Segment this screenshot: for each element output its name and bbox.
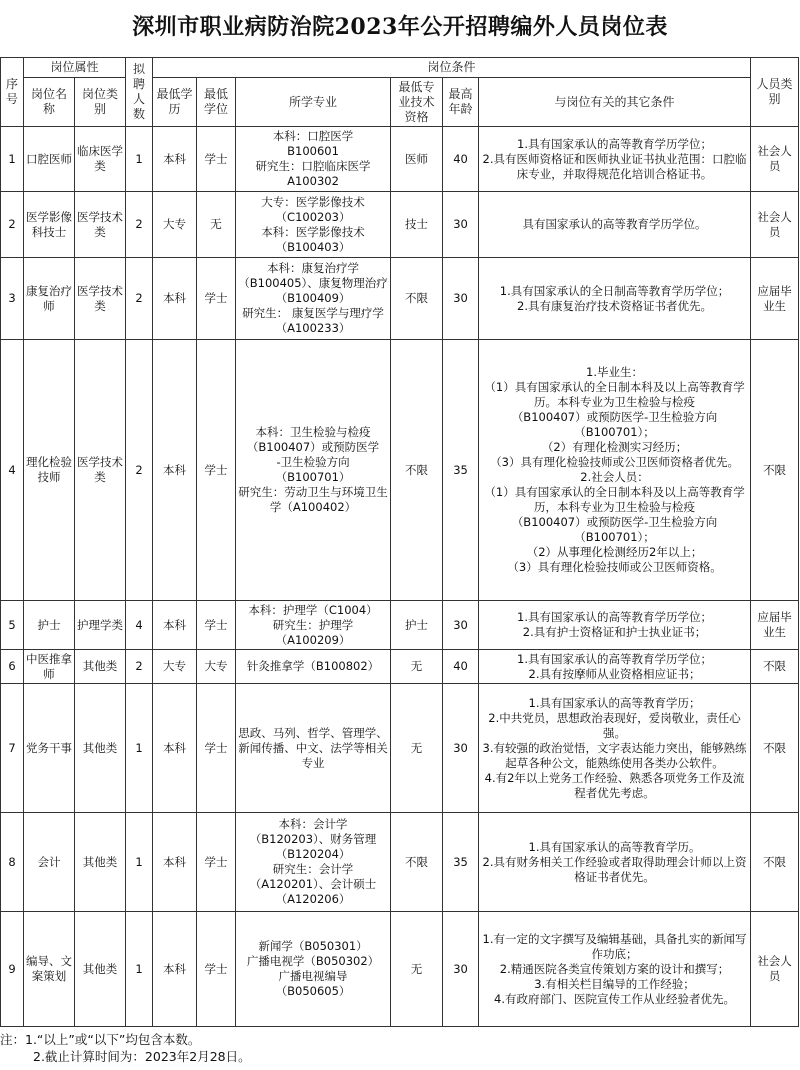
- condition-line: 4.有政府部门、医院宣传工作从业经验者优先。: [494, 991, 736, 1006]
- condition-line: 3.有较强的政治觉悟，文字表达能力突出，能够熟练起草各种公文，能熟练使用各类办公软件。: [482, 740, 747, 770]
- major-line: （A100209）: [275, 632, 351, 647]
- cell-post-name: 康复治疗师: [24, 258, 75, 340]
- cell-post-name: 护士: [24, 601, 75, 650]
- cell-min-qual: 医师: [391, 127, 443, 192]
- major-line: 研究生： 康复医学与理疗学（A100233）: [242, 306, 384, 335]
- condition-line: （1）具有国家承认的全日制本科及以上高等教育学历，本科专业为卫生检验与检疫: [484, 485, 745, 514]
- cell-person-type: 应届毕业生: [751, 601, 799, 650]
- condition-line: （B100407）或预防医学-卫生检验方向: [511, 515, 718, 529]
- condition-line: 1.具有国家承认的高等教育学历学位；: [517, 651, 713, 666]
- cell-seq: 9: [1, 912, 24, 1027]
- condition-line: （3）具有理化检验技师或公卫医师资格者优先。: [490, 455, 739, 469]
- table-row: [1, 340, 799, 601]
- header-seq: 序号: [1, 58, 24, 127]
- cell-person-type: 不限: [751, 813, 799, 912]
- cell-planned: 1: [126, 127, 153, 192]
- cell-max-age: 30: [443, 684, 479, 813]
- cell-other-conditions: [479, 601, 751, 650]
- cell-min-qual: 不限: [391, 258, 443, 340]
- major-line: 针灸推拿学（B100802）: [246, 659, 380, 673]
- major-line: （C100203）: [275, 209, 351, 224]
- cell-min-degree: 学士: [197, 601, 236, 650]
- cell-other-conditions: [479, 127, 751, 192]
- major-line: 广播电视编导: [278, 969, 348, 983]
- header-post-cond: 岗位条件: [153, 58, 751, 78]
- page-title: 深圳市职业病防治院2023年公开招聘编外人员岗位表: [132, 14, 668, 40]
- condition-line: 1.具有国家承认的全日制高等教育学历学位；: [499, 283, 730, 298]
- major-line: （B120204）: [275, 847, 351, 861]
- cell-min-degree: 学士: [197, 684, 236, 813]
- condition-line: （B100701）；: [574, 530, 655, 544]
- condition-line: 2.具有按摩师从业资格相应证书；: [528, 666, 701, 681]
- cell-min-qual: 技士: [391, 192, 443, 258]
- cell-major: [236, 813, 391, 912]
- cell-planned: 4: [126, 601, 153, 650]
- condition-line: （3）具有理化检验技师或公卫医师资格。: [507, 560, 722, 574]
- cell-post-name: 理化检验技师: [24, 340, 75, 601]
- cell-other-conditions: [479, 192, 751, 258]
- cell-person-type: 应届毕业生: [751, 258, 799, 340]
- condition-line: 1.具有国家承认的高等教育学历学位；: [517, 136, 713, 151]
- table-row: [1, 912, 799, 1027]
- cell-min-edu: 本科: [153, 912, 197, 1027]
- major-line: （B100407）或预防医学: [246, 440, 380, 454]
- header-post-attr: 岗位属性: [24, 58, 126, 78]
- cell-planned: 2: [126, 258, 153, 340]
- cell-post-type: 其他类: [75, 813, 126, 912]
- cell-post-type: 护理学类: [75, 601, 126, 650]
- condition-line: （2）有理化检测实习经历；: [541, 440, 688, 454]
- condition-line: 2.精通医院各类宣传策划方案的设计和撰写；: [499, 961, 730, 976]
- cell-post-type: 其他类: [75, 650, 126, 684]
- cell-major: [236, 650, 391, 684]
- cell-min-degree: 大专: [197, 650, 236, 684]
- major-line: 本科：卫生检验与检疫: [255, 425, 371, 439]
- condition-line: 2.具有护士资格证和护士执业证书；: [522, 625, 707, 639]
- condition-line: 4.有2年以上党务工作经验、熟悉各项党务工作及流程者优先考虑。: [484, 770, 745, 800]
- cell-seq: 1: [1, 127, 24, 192]
- header-post-name: 岗位名称: [24, 78, 75, 127]
- major-line: （A120206）: [275, 892, 351, 906]
- cell-major: [236, 684, 391, 813]
- cell-post-type: 其他类: [75, 912, 126, 1027]
- major-line: 研究生：会计学: [272, 862, 354, 876]
- major-line: 本科：康复治疗学: [267, 261, 360, 275]
- cell-post-type: 医学技术类: [75, 192, 126, 258]
- cell-planned: 2: [126, 650, 153, 684]
- major-line: 思政、马列、哲学、管理学、新闻传播、中文、法学等相关专业: [238, 725, 388, 770]
- condition-line: 2.具有康复治疗技术资格证书者优先。: [517, 298, 713, 313]
- note-2: 2.截止计算时间为：2023年2月28日。: [33, 1049, 251, 1064]
- cell-min-qual: 无: [391, 684, 443, 813]
- major-line: 本科：会计学: [278, 817, 348, 831]
- condition-line: 1.具有国家承认的高等教育学历。: [528, 839, 701, 854]
- condition-line: 2.社会人员：: [580, 470, 649, 484]
- table-row: [1, 650, 799, 684]
- condition-line: 具有国家承认的高等教育学历学位。: [522, 217, 707, 231]
- cell-major: [236, 912, 391, 1027]
- cell-person-type: 社会人员: [751, 912, 799, 1027]
- cell-seq: 3: [1, 258, 24, 340]
- condition-line: （1）具有国家承认的全日制本科及以上高等教育学历。本科专业为卫生检验与检疫: [484, 380, 745, 409]
- table-row: [1, 813, 799, 912]
- cell-person-type: 不限: [751, 650, 799, 684]
- cell-min-edu: 本科: [153, 684, 197, 813]
- major-line: 本科：医学影像技术: [261, 224, 365, 239]
- header-major: 所学专业: [236, 78, 391, 127]
- table-row: [1, 684, 799, 813]
- major-line: （B100403）: [275, 239, 351, 254]
- cell-other-conditions: [479, 813, 751, 912]
- cell-major: [236, 127, 391, 192]
- condition-line: 1.具有国家承认的高等教育学历；: [528, 695, 701, 710]
- cell-major: [236, 601, 391, 650]
- header-min-edu: 最低学历: [153, 78, 197, 127]
- cell-post-name: 中医推拿师: [24, 650, 75, 684]
- header-max-age: 最高年龄: [443, 78, 479, 127]
- table-row: [1, 601, 799, 650]
- cell-seq: 2: [1, 192, 24, 258]
- cell-post-name: 党务干事: [24, 684, 75, 813]
- cell-min-edu: 大专: [153, 650, 197, 684]
- cell-min-degree: 学士: [197, 258, 236, 340]
- cell-seq: 4: [1, 340, 24, 601]
- footnotes: [0, 1031, 251, 1065]
- table-body: [1, 127, 799, 1027]
- cell-other-conditions: [479, 912, 751, 1027]
- cell-max-age: 35: [443, 340, 479, 601]
- major-line: B100601: [287, 144, 339, 158]
- cell-max-age: 30: [443, 258, 479, 340]
- condition-line: 1.有一定的文字撰写及编辑基础，具备扎实的新闻写作功底；: [482, 931, 747, 961]
- condition-line: 1.毕业生：: [586, 365, 644, 379]
- cell-min-edu: 本科: [153, 813, 197, 912]
- cell-min-edu: 本科: [153, 601, 197, 650]
- major-line: A100302: [287, 174, 339, 188]
- cell-min-edu: 本科: [153, 258, 197, 340]
- major-line: 研究生：护理学: [272, 617, 354, 632]
- cell-min-degree: 学士: [197, 813, 236, 912]
- cell-max-age: 40: [443, 650, 479, 684]
- major-line: 研究生：口腔临床医学: [255, 159, 371, 173]
- cell-planned: 1: [126, 912, 153, 1027]
- condition-line: 3.有相关栏目编导的工作经验；: [534, 976, 695, 991]
- cell-min-qual: 不限: [391, 813, 443, 912]
- cell-person-type: 社会人员: [751, 192, 799, 258]
- cell-min-edu: 大专: [153, 192, 197, 258]
- cell-max-age: 40: [443, 127, 479, 192]
- cell-other-conditions: [479, 340, 751, 601]
- major-line: （B120203）、财务管理: [249, 832, 377, 846]
- cell-min-qual: 无: [391, 650, 443, 684]
- cell-post-name: 医学影像科技士: [24, 192, 75, 258]
- table-row: [1, 258, 799, 340]
- condition-line: 2.中共党员，思想政治表现好，爱岗敬业，责任心强。: [488, 710, 741, 740]
- cell-planned: 2: [126, 192, 153, 258]
- table-row: [1, 192, 799, 258]
- header-other: 与岗位有关的其它条件: [479, 78, 751, 127]
- condition-line: （2）从事理化检测经历2年以上；: [526, 545, 703, 559]
- cell-max-age: 30: [443, 601, 479, 650]
- header-post-type: 岗位类别: [75, 78, 126, 127]
- cell-min-qual: 无: [391, 912, 443, 1027]
- cell-min-degree: 学士: [197, 912, 236, 1027]
- condition-line: （B100407）或预防医学-卫生检验方向: [511, 410, 718, 424]
- major-line: 广播电视学（B050302）: [246, 954, 380, 968]
- condition-line: 2.具有财务相关工作经验或者取得助理会计师以上资格证书者优先。: [482, 854, 747, 884]
- major-line: （B100701）: [275, 470, 351, 484]
- cell-other-conditions: [479, 258, 751, 340]
- header-min-qual: 最低专业技术资格: [391, 78, 443, 127]
- cell-min-degree: 学士: [197, 127, 236, 192]
- cell-post-type: 医学技术类: [75, 340, 126, 601]
- header-person-type: 人员类别: [751, 58, 799, 127]
- cell-person-type: 社会人员: [751, 127, 799, 192]
- cell-seq: 5: [1, 601, 24, 650]
- major-line: -卫生检验方向: [276, 455, 350, 469]
- header-planned: 拟聘人数: [126, 58, 153, 127]
- cell-min-degree: 无: [197, 192, 236, 258]
- cell-person-type: 不限: [751, 684, 799, 813]
- condition-line: 2.具有医师资格证和医师执业证书执业范围：口腔临床专业，并取得规范化培训合格证书。: [482, 151, 747, 181]
- cell-min-degree: 学士: [197, 340, 236, 601]
- cell-person-type: 不限: [751, 340, 799, 601]
- cell-min-edu: 本科: [153, 127, 197, 192]
- major-line: （B100405）、康复物理治疗（B100409）: [238, 276, 388, 305]
- cell-max-age: 35: [443, 813, 479, 912]
- cell-post-type: 其他类: [75, 684, 126, 813]
- cell-seq: 6: [1, 650, 24, 684]
- cell-post-type: 临床医学类: [75, 127, 126, 192]
- cell-post-name: 口腔医师: [24, 127, 75, 192]
- major-line: 新闻学（B050301）: [258, 939, 368, 953]
- major-line: （A120201）、会计硕士: [249, 877, 377, 891]
- cell-major: [236, 258, 391, 340]
- major-line: （B050605）: [275, 984, 351, 998]
- condition-line: （B100701）；: [574, 425, 655, 439]
- major-line: 大专：医学影像技术: [261, 194, 365, 209]
- cell-post-name: 会计: [24, 813, 75, 912]
- cell-seq: 7: [1, 684, 24, 813]
- cell-min-qual: 不限: [391, 340, 443, 601]
- cell-min-edu: 本科: [153, 340, 197, 601]
- note-1: 注：1.“以上”或“以下”均包含本数。: [0, 1032, 201, 1047]
- header-min-degree: 最低学位: [197, 78, 236, 127]
- cell-post-name: 编导、文案策划: [24, 912, 75, 1027]
- cell-seq: 8: [1, 813, 24, 912]
- cell-planned: 2: [126, 340, 153, 601]
- cell-max-age: 30: [443, 912, 479, 1027]
- cell-min-qual: 护士: [391, 601, 443, 650]
- major-line: 研究生：劳动卫生与环境卫生学（A100402）: [238, 485, 388, 514]
- cell-planned: 1: [126, 684, 153, 813]
- table-row: [1, 127, 799, 192]
- cell-other-conditions: [479, 650, 751, 684]
- cell-planned: 1: [126, 813, 153, 912]
- cell-major: [236, 340, 391, 601]
- major-line: 本科：口腔医学: [272, 129, 354, 143]
- cell-post-type: 医学技术类: [75, 258, 126, 340]
- cell-major: [236, 192, 391, 258]
- major-line: 本科：护理学（C1004）: [248, 602, 378, 617]
- condition-line: 1.具有国家承认的高等教育学历学位；: [517, 610, 713, 624]
- cell-other-conditions: [479, 684, 751, 813]
- positions-table: [0, 57, 799, 1027]
- cell-max-age: 30: [443, 192, 479, 258]
